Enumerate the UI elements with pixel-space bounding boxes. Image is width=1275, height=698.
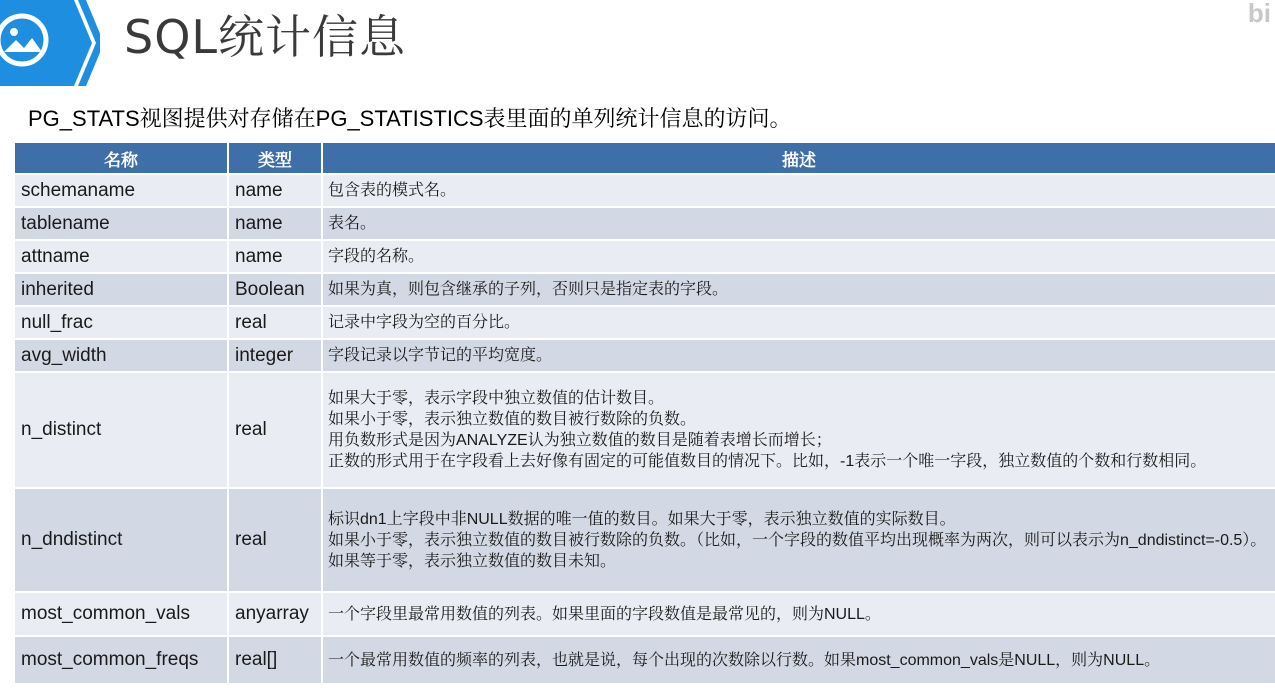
table-row (14, 207, 1275, 240)
cell-type: real[] (228, 636, 322, 684)
cell-type: real (228, 372, 322, 488)
table-row (14, 174, 1275, 207)
table-header-row (14, 142, 1275, 174)
cell-name: most_common_vals (14, 592, 228, 636)
cell-type: anyarray (228, 592, 322, 636)
cell-desc (322, 240, 1275, 273)
desc-line: 一个字段里最常用数值的列表。如果里面的字段数值是最常见的，则为NULL。 (328, 605, 881, 623)
cell-desc (322, 174, 1275, 207)
table-row (14, 306, 1275, 339)
cell-desc (322, 488, 1275, 592)
desc-line: 如果等于零，表示独立数值的数目未知。 (328, 552, 617, 570)
cell-name: n_distinct (14, 372, 228, 488)
header-desc: 描述 (322, 142, 1275, 174)
desc-line: 记录中字段为空的百分比。 (328, 314, 521, 331)
cell-type: name (228, 207, 322, 240)
cell-type: integer (228, 339, 322, 372)
cell-desc (322, 207, 1275, 240)
page-title: SQL统计信息 (124, 10, 407, 64)
desc-line: 字段记录以字节记的平均宽度。 (328, 347, 553, 364)
cell-type: real (228, 306, 322, 339)
table-row (14, 592, 1275, 636)
cell-desc (322, 372, 1275, 488)
watermark-text: bi (1247, 0, 1271, 26)
desc-line: 如果小于零，表示独立数值的数目被行数除的负数。 (328, 411, 697, 428)
desc-line: 用负数形式是因为ANALYZE认为独立数值的数目是随着表增长而增长； (328, 432, 832, 449)
table-row (14, 240, 1275, 273)
cell-type: Boolean (228, 273, 322, 306)
table-row (14, 636, 1275, 684)
cell-desc (322, 592, 1275, 636)
desc-line: 如果大于零，表示字段中独立数值的估计数目。 (328, 390, 665, 407)
cell-type: name (228, 240, 322, 273)
image-logo-icon (0, 0, 100, 86)
table-row (14, 372, 1275, 488)
cell-type: name (228, 174, 322, 207)
cell-name: most_common_freqs (14, 636, 228, 684)
cell-desc (322, 273, 1275, 306)
cell-name: n_dndistinct (14, 488, 228, 592)
cell-name: null_frac (14, 306, 228, 339)
desc-line: 标识dn1上字段中非NULL数据的唯一值的数目。如果大于零，表示独立数值的实际数目。 (328, 510, 956, 528)
desc-line: 如果为真，则包含继承的子列，否则只是指定表的字段。 (328, 281, 729, 298)
cell-name: schemaname (14, 174, 228, 207)
table-row (14, 488, 1275, 592)
desc-line: 字段的名称。 (328, 248, 425, 265)
cell-name: avg_width (14, 339, 228, 372)
cell-name: inherited (14, 273, 228, 306)
cell-type: real (228, 488, 322, 592)
cell-name: tablename (14, 207, 228, 240)
header-type: 类型 (228, 142, 322, 174)
table-row (14, 273, 1275, 306)
desc-line: 正数的形式用于在字段看上去好像有固定的可能值数目的情况下。比如，-1表示一个唯一字段，独立数值的个数和行数相同。 (328, 453, 1207, 470)
desc-line: 包含表的模式名。 (328, 182, 457, 199)
stats-table (13, 141, 1275, 685)
desc-line: 如果小于零，表示独立数值的数目被行数除的负数。（比如，一个字段的数值平均出现概率为两次，则可以表示为n_dndistinct=-0.5）。 (328, 531, 1267, 549)
watermark-logo (1080, 0, 1275, 26)
desc-line: 一个最常用数值的频率的列表，也就是说，每个出现的次数除以行数。如果most_common_vals是NULL，则为NULL。 (328, 651, 1161, 669)
desc-line: 表名。 (328, 215, 377, 232)
header-name: 名称 (14, 142, 228, 174)
cell-name: attname (14, 240, 228, 273)
cell-desc (322, 339, 1275, 372)
cell-desc (322, 306, 1275, 339)
table-row (14, 339, 1275, 372)
page-subtitle: PG_STATS视图提供对存储在PG_STATISTICS表里面的单列统计信息的访问。 (28, 106, 792, 131)
cell-desc (322, 636, 1275, 684)
